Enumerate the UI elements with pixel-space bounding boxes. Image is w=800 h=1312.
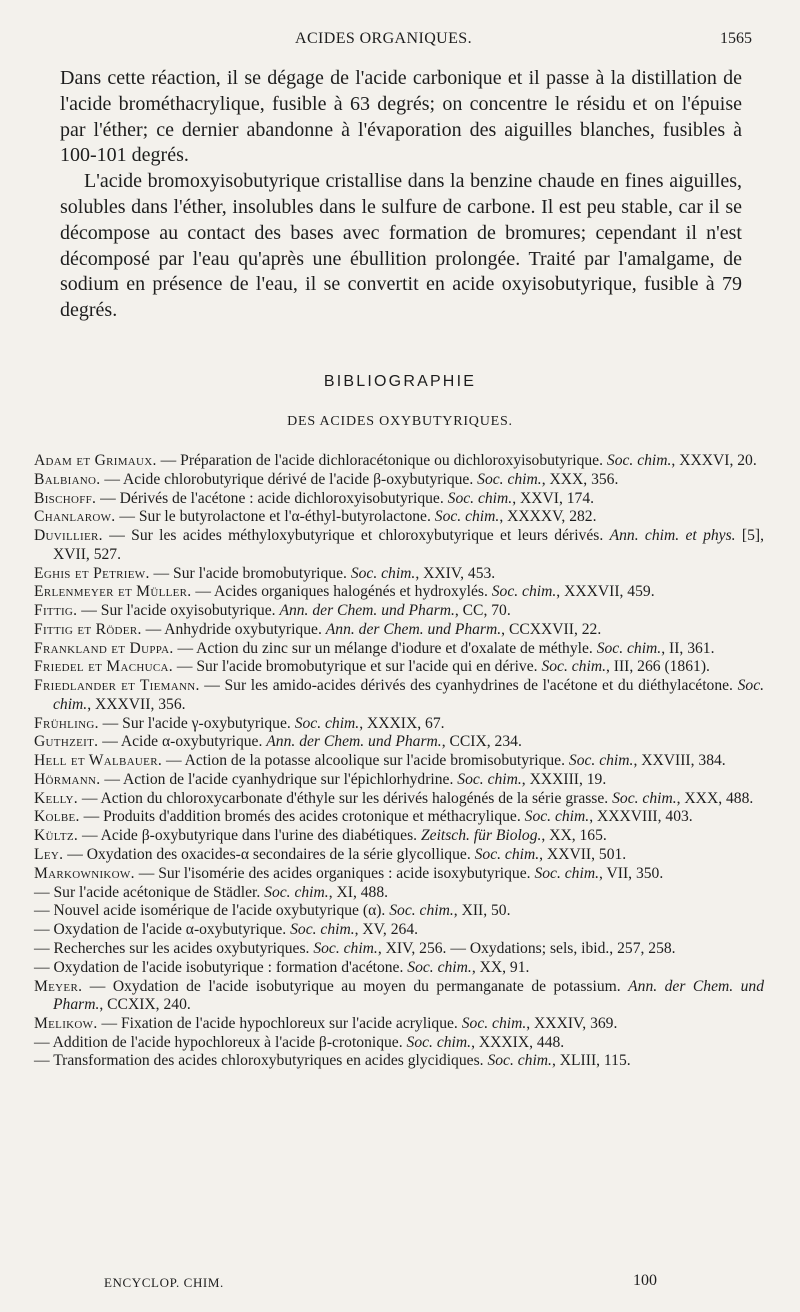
entry-text: — Oxydation de l'acide isobutyrique : formation d'acétone. — [34, 958, 408, 976]
bibliography-entry — [34, 902, 764, 921]
entry-tail: , XXXIII, 19. — [521, 770, 607, 788]
entry-tail: , XXXIV, 369. — [526, 1014, 618, 1032]
bibliography-entry — [34, 921, 764, 940]
entry-tail: , CCXIX, 240. — [99, 996, 191, 1014]
bibliography-entry — [34, 790, 764, 809]
entry-text: — Sur les amido-acides dérivés des cyanhydrines de l'acétone et du diéthylacétone. — [199, 677, 738, 695]
entry-text: — Nouvel acide isomérique de l'acide oxybutyrique (α). — [34, 902, 390, 920]
entry-tail: , XLIII, 115. — [551, 1052, 631, 1070]
entry-text: — Action de l'acide cyanhydrique sur l'épichlorhydrine. — [100, 770, 458, 788]
entry-ref: Soc. chim. — [606, 452, 672, 469]
entry-author: Kültz. — [34, 827, 79, 845]
bibliography-entry — [34, 490, 764, 509]
entry-text: — Addition de l'acide hypochloreux à l'acide β-crotonique. — [34, 1033, 407, 1051]
entry-author: Eghis et Petriew. — [34, 564, 150, 582]
entry-tail: , III, 266 (1861). — [605, 658, 710, 676]
entry-tail: , CC, 70. — [454, 602, 511, 620]
bibliography-entry — [34, 808, 764, 827]
entry-author: Hörmann. — [34, 770, 101, 788]
entry-ref: Soc. chim. — [534, 864, 599, 882]
page-footer — [0, 1272, 800, 1297]
bibliography-entry — [34, 658, 764, 677]
bibliography-entry — [34, 940, 764, 959]
entry-ref: Soc. chim. — [541, 658, 606, 676]
entry-tail: , XI, 488. — [328, 883, 389, 901]
entry-ref: Soc. chim. — [524, 808, 590, 826]
entry-ref: Soc. chim. — [457, 770, 522, 788]
entry-ref: Soc. chim. — [290, 921, 355, 939]
entry-tail: , XXXIX, 67. — [359, 714, 445, 732]
entry-text: — Acide α-oxybutyrique. — [98, 733, 267, 751]
entry-text: — Oxydation de l'acide α-oxybutyrique. — [34, 921, 291, 939]
entry-author: Balbiano. — [34, 470, 101, 488]
bibliography-entry — [34, 733, 764, 752]
entry-text: — Sur l'acide γ-oxybutyrique. — [98, 714, 295, 732]
bibliography-entry — [34, 452, 764, 471]
bibliography-entry — [34, 508, 764, 527]
entry-text: — Sur les acides méthyloxybutyrique et chloroxybutyrique et leurs dérivés. — [102, 527, 610, 545]
entry-tail: , II, 361. — [661, 639, 715, 657]
entry-tail: [5], XVII, 527. — [53, 527, 765, 563]
entry-tail: , XIV, 256. — Oxydations; sels, ibid., 257, 258. — [377, 939, 676, 957]
bibliography-entry — [34, 715, 764, 734]
entry-text: — Action de la potasse alcoolique sur l'acide bromisobutyrique. — [162, 752, 569, 770]
entry-author: Kelly. — [34, 789, 78, 807]
entry-author: Duvillier. — [34, 527, 103, 545]
entry-author: Frankland et Duppa. — [34, 639, 174, 657]
entry-text: — Sur l'acide bromobutyrique. — [149, 564, 351, 582]
bibliography-entry — [34, 959, 764, 978]
entry-author: Friedlander et Tiemann. — [34, 677, 200, 695]
entry-ref: Ann. der Chem. und Pharm. — [325, 620, 502, 638]
entry-author: Hell et Walbauer. — [34, 752, 163, 770]
entry-author: Frühling. — [34, 714, 99, 732]
bibliography-entry — [34, 827, 764, 846]
entry-tail: , XXVIII, 384. — [633, 752, 726, 770]
entry-ref: Soc. chim. — [612, 789, 677, 807]
entry-tail: , CCXXVII, 22. — [501, 620, 602, 638]
entry-text: — Oxydation des oxacides-α secondaires de la série glycollique. — [63, 846, 475, 864]
entry-tail: , XXIV, 453. — [415, 564, 496, 582]
page-number: 1565 — [720, 30, 752, 47]
body-text — [60, 66, 742, 324]
running-head-title: ACIDES ORGANIQUES. — [295, 30, 472, 47]
entry-tail: , XII, 50. — [453, 902, 511, 920]
entry-text: — Fixation de l'acide hypochloreux sur l'acide acrylique. — [97, 1014, 462, 1032]
bibliography-entry — [34, 583, 764, 602]
bibliography-entry — [34, 602, 764, 621]
entry-tail: , XX, 165. — [541, 827, 607, 845]
entry-ref: Soc. chim. — [407, 958, 472, 976]
entry-author: Erlenmeyer et Müller. — [34, 583, 192, 601]
body-paragraph: L'acide bromoxyisobutyrique cristallise dans la benzine chaude en fines aiguilles, solubles dans l'éther, insolubles dans le sulfure de carbone. Il est peu stable, car il se décompose au contact des bases avec formation de bromures; cependant il n'est décomposé par l'eau qu'après une ébullition prolongée. Traité par l'amalgame, de sodium en présence de l'eau, il se convertit en acide oxyisobutyrique, fusible à 79 degrés. — [60, 170, 742, 322]
entry-text: — Sur l'acide oxyisobutyrique. — [77, 602, 280, 620]
bibliography-entry — [34, 565, 764, 584]
entry-text: — Produits d'addition bromés des acides crotonique et méthacrylique. — [79, 808, 525, 826]
bibliography-entry — [34, 846, 764, 865]
entry-ref: Soc. chim. — [264, 883, 329, 901]
entry-author: Guthzeit. — [34, 733, 99, 751]
entry-ref: Ann. der Chem. und Pharm. — [266, 733, 442, 751]
bibliography-entry — [34, 1015, 764, 1034]
entry-author: Ley. — [34, 846, 64, 864]
entry-tail: , XXVII, 501. — [539, 846, 627, 864]
entry-ref: Soc. chim. — [491, 583, 557, 601]
entry-tail: , XXXVII, 356. — [87, 695, 186, 713]
entry-text: — Sur l'acide acétonique de Städler. — [34, 883, 265, 901]
entry-author: Fittig et Röder. — [34, 620, 142, 638]
running-head — [0, 30, 800, 56]
entry-text: — Recherches sur les acides oxybutyriques. — [34, 939, 314, 957]
body-paragraph: Dans cette réaction, il se dégage de l'acide carbonique et il passe à la distillation de l'acide brométhacrylique, fusible à 63 degrés; on concentre le résidu et on l'épuise par l'éther; ce dernier abandonne à l'évaporation des aiguilles blanches, fusibles à 100-101 degrés. — [60, 67, 742, 167]
entry-text: — Acides organiques halogénés et hydroxylés. — [191, 583, 492, 601]
entry-author: Chanlarow. — [34, 508, 116, 526]
entry-ref: Ann. der Chem. und Pharm. — [53, 977, 765, 1014]
bibliography-heading: BIBLIOGRAPHIE — [323, 373, 477, 390]
entry-author: Adam et Grimaux. — [34, 452, 157, 469]
bibliography-list — [34, 452, 764, 1071]
entry-tail: , CCIX, 234. — [441, 733, 522, 751]
entry-text: — Sur le butyrolactone et l'α-éthyl-butyrolactone. — [115, 508, 435, 526]
entry-ref: Soc. chim. — [389, 902, 454, 920]
entry-tail: , XXX, 488. — [676, 789, 754, 807]
entry-ref: Soc. chim. — [461, 1014, 527, 1032]
footer-sheet-number: 100 — [633, 1272, 657, 1289]
bibliography-entry — [34, 621, 764, 640]
entry-tail: , XV, 264. — [354, 921, 419, 939]
entry-text: — Action du zinc sur un mélange d'iodure et d'oxalate de méthyle. — [173, 639, 597, 657]
entry-author: Bischoff. — [34, 489, 97, 507]
bibliography-entry — [34, 752, 764, 771]
entry-tail: , XXVI, 174. — [512, 489, 595, 507]
bibliography-entry — [34, 677, 764, 714]
bibliography-entry — [34, 1034, 764, 1053]
entry-ref: Soc. chim. — [350, 564, 416, 582]
bibliography-entry — [34, 884, 764, 903]
bibliography-subheading: DES ACIDES OXYBUTYRIQUES. — [287, 414, 513, 429]
entry-ref: Soc. chim. — [313, 939, 378, 957]
bibliography-entry — [34, 978, 764, 1015]
entry-tail: , XXXVII, 459. — [556, 583, 655, 601]
entry-tail: , XXXVIII, 403. — [589, 808, 693, 826]
entry-tail: , XXXIX, 448. — [471, 1033, 565, 1051]
entry-tail: , XXXXV, 282. — [499, 508, 597, 526]
entry-ref: Soc. chim. — [53, 677, 765, 713]
entry-ref: Soc. chim. — [434, 508, 500, 526]
bibliography-entry — [34, 771, 764, 790]
entry-tail: , XX, 91. — [471, 958, 530, 976]
entry-ref: Soc. chim. — [477, 470, 542, 488]
entry-text: — Transformation des acides chloroxybutyriques en acides glycidiques. — [34, 1052, 488, 1070]
entry-ref: Soc. chim. — [474, 846, 540, 864]
entry-ref: Soc. chim. — [447, 489, 513, 507]
bibliography-entry — [34, 527, 764, 564]
entry-text: — Acide β-oxybutyrique dans l'urine des diabétiques. — [78, 827, 421, 845]
entry-text: — Anhydride oxybutyrique. — [141, 620, 326, 638]
entry-text: — Préparation de l'acide dichloracétonique ou dichloroxyisobutyrique. — [156, 452, 607, 469]
entry-text: — Sur l'isomérie des acides organiques : acide isoxybutyrique. — [134, 864, 535, 882]
entry-ref: Soc. chim. — [568, 752, 634, 770]
bibliography-entry — [34, 1052, 764, 1071]
entry-author: Kolbe. — [34, 808, 80, 826]
bibliography-entry — [34, 640, 764, 659]
entry-author: Melikow. — [34, 1014, 98, 1032]
entry-ref: Soc. chim. — [487, 1052, 552, 1070]
entry-ref: Ann. chim. et phys. — [609, 527, 736, 545]
entry-text: — Action du chloroxycarbonate d'éthyle sur les dérivés halogénés de la série grasse. — [77, 789, 613, 807]
entry-ref: Soc. chim. — [406, 1033, 472, 1051]
entry-ref: Ann. der Chem. und Pharm. — [279, 602, 455, 620]
entry-author: Meyer. — [34, 977, 83, 995]
entry-ref: Soc. chim. — [596, 639, 662, 657]
entry-text: — Oxydation de l'acide isobutyrique au moyen du permanganate de potassium. — [82, 977, 629, 995]
entry-ref: Zeitsch. für Biolog. — [420, 827, 542, 845]
entry-author: Fittig. — [34, 602, 78, 620]
footer-signature: ENCYCLOP. CHIM. — [104, 1275, 224, 1290]
entry-tail: , VII, 350. — [598, 864, 664, 882]
entry-author: Markownikow. — [34, 864, 135, 882]
entry-tail: , XXXVI, 20. — [671, 452, 757, 469]
bibliography-entry — [34, 865, 764, 884]
entry-ref: Soc. chim. — [294, 714, 360, 732]
entry-text: — Sur l'acide bromobutyrique et sur l'acide qui en dérive. — [172, 658, 542, 676]
entry-tail: , XXX, 356. — [541, 470, 619, 488]
bibliography-entry — [34, 471, 764, 490]
entry-author: Friedel et Machuca. — [34, 658, 173, 676]
entry-text: — Acide chlorobutyrique dérivé de l'acide β-oxybutyrique. — [100, 470, 478, 488]
entry-text: — Dérivés de l'acétone : acide dichloroxyisobutyrique. — [96, 489, 448, 507]
